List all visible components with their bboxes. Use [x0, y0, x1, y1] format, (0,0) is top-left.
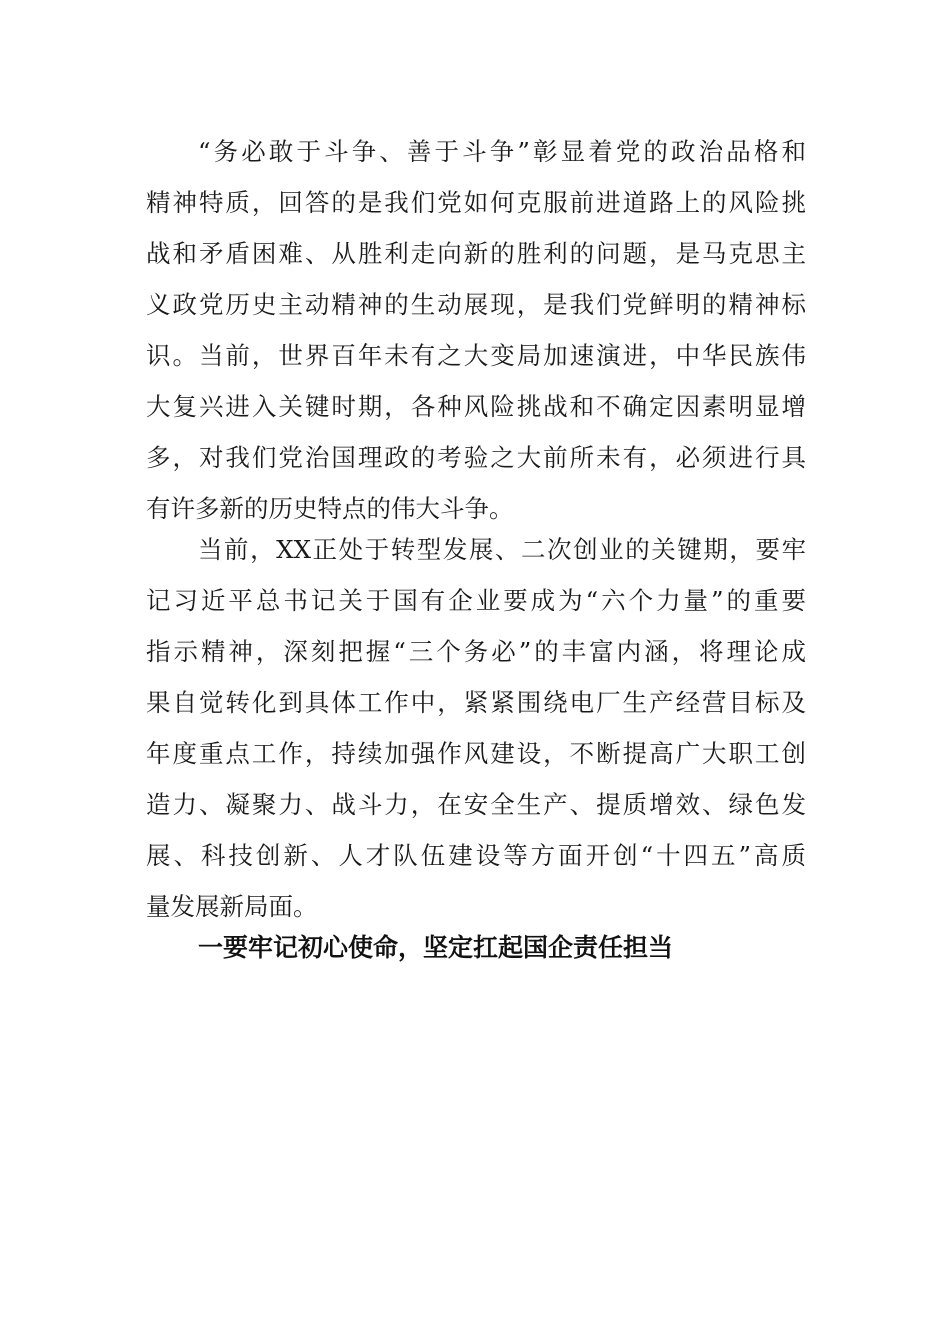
paragraph-2-line-7: 展、科技创新、人才队伍建设等方面开创“十四五”高质 — [146, 841, 806, 870]
paragraph-1-line-6: 大复兴进入关键时期，各种风险挑战和不确定因素明显增 — [146, 392, 806, 421]
paragraph-2-line-2: 记习近平总书记关于国有企业要成为“六个力量”的重要 — [146, 586, 806, 615]
paragraph-2-line-5: 年度重点工作，持续加强作风建设，不断提高广大职工创 — [146, 739, 806, 768]
paragraph-2-line-6: 造力、凝聚力、战斗力，在安全生产、提质增效、绿色发 — [146, 790, 806, 819]
paragraph-1-line-5: 识。当前，世界百年未有之大变局加速演进，中华民族伟 — [146, 341, 806, 370]
paragraph-2-line-4: 果自觉转化到具体工作中，紧紧围绕电厂生产经营目标及 — [146, 688, 806, 717]
paragraph-1-line-1: “务必敢于斗争、善于斗争”彰显着党的政治品格和 — [198, 137, 806, 166]
paragraph-2-line-1: 当前，XX正处于转型发展、二次创业的关键期，要牢 — [198, 535, 806, 564]
section-heading: 一要牢记初心使命，坚定扛起国企责任担当 — [198, 933, 674, 962]
paragraph-1-line-4: 义政党历史主动精神的生动展现，是我们党鲜明的精神标 — [146, 290, 806, 319]
paragraph-1-line-3: 战和矛盾困难、从胜利走向新的胜利的问题，是马克思主 — [146, 239, 806, 268]
paragraph-1-line-2: 精神特质，回答的是我们党如何克服前进道路上的风险挑 — [146, 188, 806, 217]
paragraph-1-line-8: 有许多新的历史特点的伟大斗争。 — [146, 494, 514, 523]
paragraph-2-line-8: 量发展新局面。 — [146, 892, 318, 921]
paragraph-2-line-3: 指示精神，深刻把握“三个务必”的丰富内涵，将理论成 — [146, 637, 806, 666]
paragraph-1-line-7: 多，对我们党治国理政的考验之大前所未有，必须进行具 — [146, 443, 806, 472]
